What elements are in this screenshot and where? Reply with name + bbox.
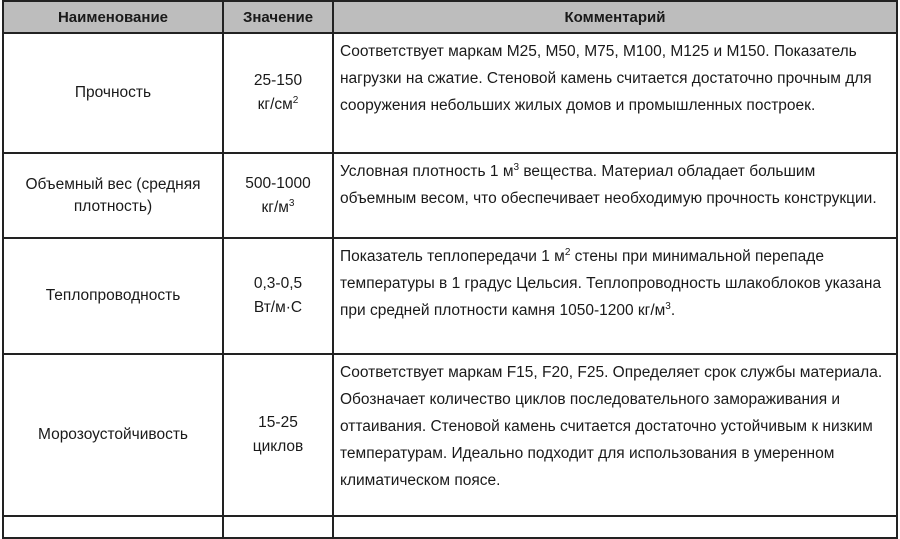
header-name: Наименование xyxy=(3,1,223,33)
row-value-cell xyxy=(223,516,333,538)
row-name-line2: плотность) xyxy=(73,197,153,215)
row-comment: Соответствует маркам F15, F20, F25. Определяет срок службы материала. Обозначает количество циклов последовательного замораживания и оттаивания. Стеновой камень считается достаточно устойчивым к низким температурам. Идеально подходит для использования в умеренном климатическом поясе. xyxy=(340,364,883,489)
row-comment-b: стены при минимальной перепаде температуры в 1 градус Цельсия. Теплопроводность шлакоблоков указана при средней плотности камня 1050-1200 кг/м xyxy=(340,248,882,319)
row-unit: Вт/м·С xyxy=(253,299,303,316)
row-comment-a: Условная плотность 1 м xyxy=(340,163,514,180)
row-name-cell xyxy=(3,33,223,153)
row-comment-a: Показатель теплопередачи 1 м xyxy=(340,248,565,265)
row-unit-sup: 3 xyxy=(288,197,295,209)
row-name-cell xyxy=(3,153,223,238)
row-value-cell xyxy=(223,238,333,354)
row-unit-sup: 2 xyxy=(292,94,299,106)
table-row xyxy=(3,354,897,516)
row-comment-sup: 2 xyxy=(564,246,571,258)
row-name: Морозоустойчивость xyxy=(37,426,189,443)
row-comment: Соответствует маркам М25, М50, М75, М100, М125 и М150. Показатель нагрузки на сжатие. Стеновой камень считается достаточно прочным для сооружения небольших жилых домов и промышленных построек. xyxy=(340,43,872,114)
row-comment-cell xyxy=(333,238,897,354)
row-value: 25-150 xyxy=(253,72,303,89)
row-name-cell xyxy=(3,516,223,538)
table-header-row xyxy=(3,1,897,33)
row-value: 15-25 xyxy=(258,414,298,431)
row-name-line1: Объемный вес (средняя xyxy=(25,175,201,193)
row-name: Теплопроводность xyxy=(45,287,181,304)
header-comment: Комментарий xyxy=(333,1,897,33)
row-comment-c: . xyxy=(670,302,676,319)
table-row xyxy=(3,153,897,238)
row-comment-sup: 3 xyxy=(513,161,520,173)
row-comment-cell xyxy=(333,516,897,538)
row-comment-cell xyxy=(333,33,897,153)
row-name-cell xyxy=(3,238,223,354)
table-row xyxy=(3,33,897,153)
row-comment-sup2: 3 xyxy=(665,300,671,312)
row-name-cell xyxy=(3,354,223,516)
row-value-cell xyxy=(223,354,333,516)
row-unit: циклов xyxy=(252,438,304,455)
row-comment-b: вещества. Материал обладает большим объемным весом, что обеспечивает необходимую прочность конструкции. xyxy=(340,163,877,207)
row-comment-cell xyxy=(333,153,897,238)
row-value: 0,3-0,5 xyxy=(253,275,303,292)
row-unit: кг/см xyxy=(257,96,293,113)
row-value: 500-1000 xyxy=(245,174,311,192)
row-comment-cell xyxy=(333,354,897,516)
table-row xyxy=(3,238,897,354)
row-value-cell xyxy=(223,153,333,238)
header-value: Значение xyxy=(223,1,333,33)
row-name: Прочность xyxy=(74,84,152,101)
row-value-cell xyxy=(223,33,333,153)
row-unit: кг/м xyxy=(261,198,289,216)
properties-table xyxy=(2,0,898,539)
table-row-partial xyxy=(3,516,897,538)
